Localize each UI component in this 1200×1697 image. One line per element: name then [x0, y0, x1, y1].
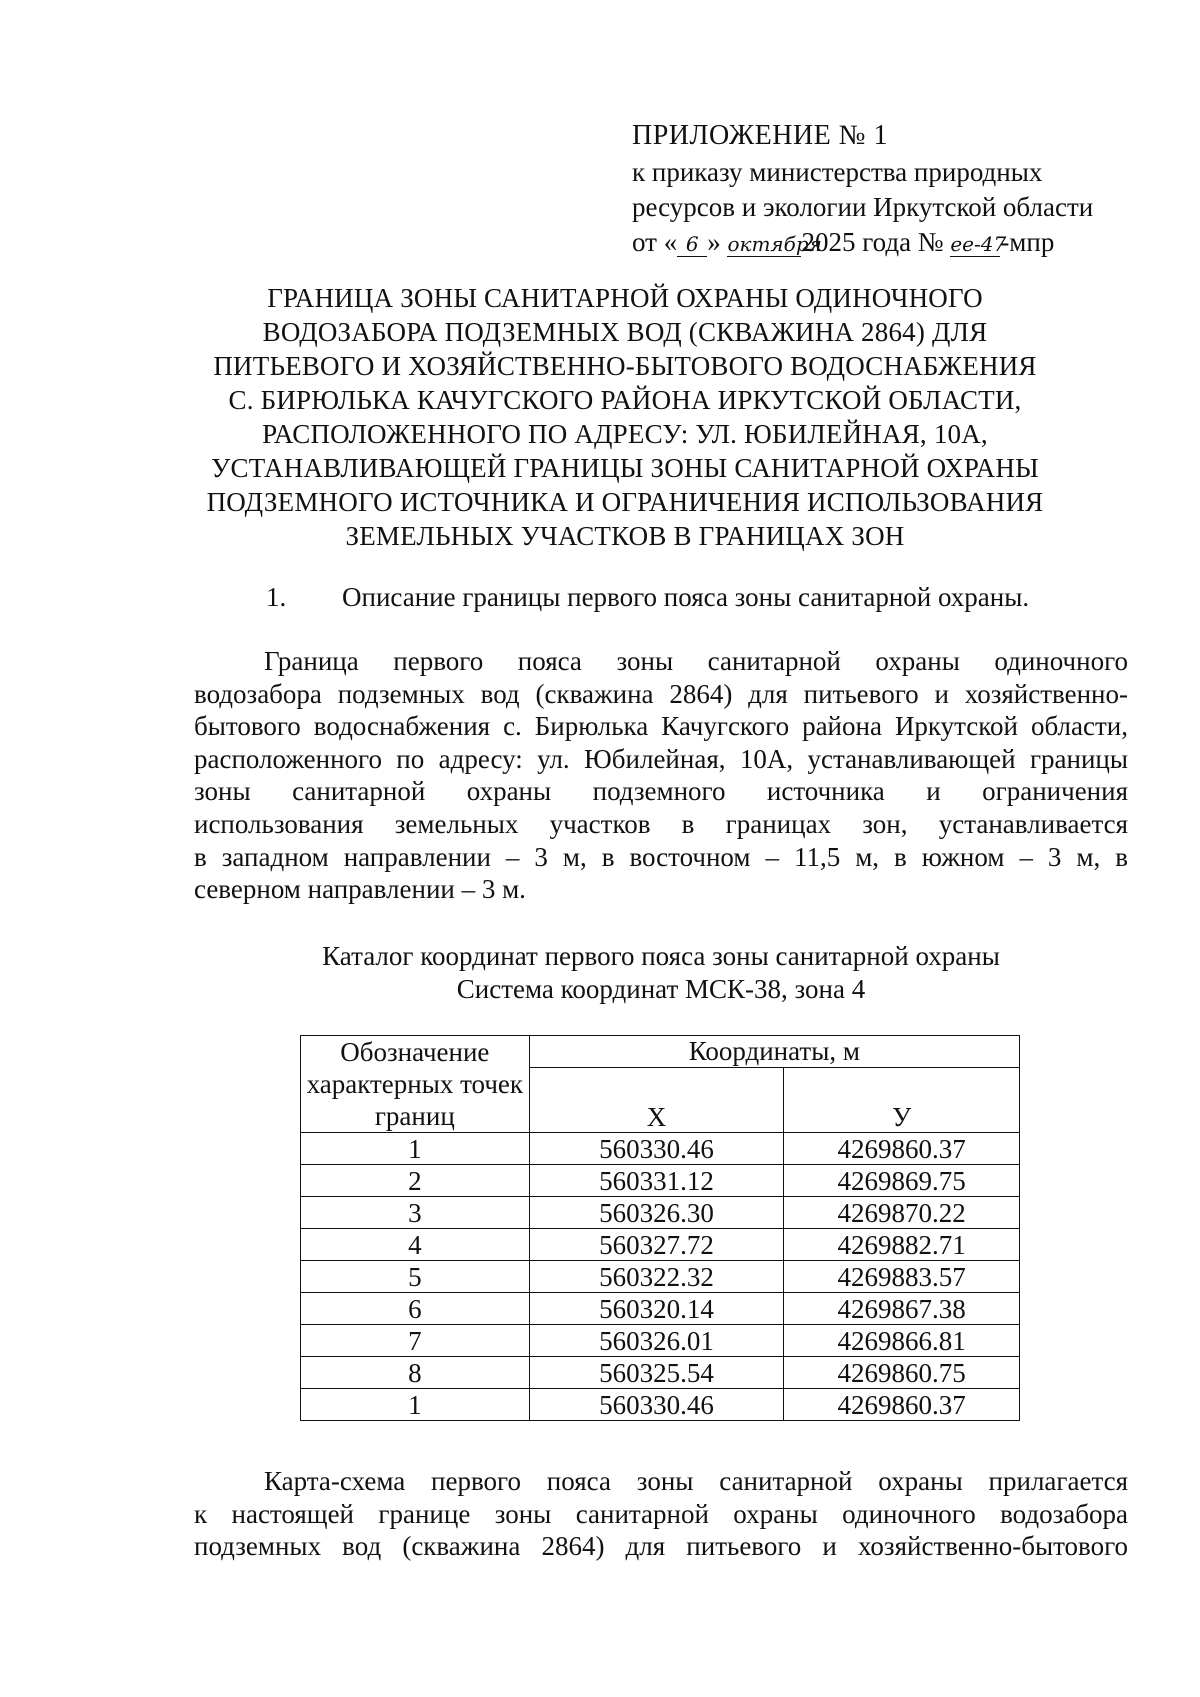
cell-y: 4269883.57 [784, 1261, 1020, 1293]
paragraph-line: водозабора подземных вод (скважина 2864) для питьевого и хозяйственно- [194, 678, 1128, 709]
cell-x: 560322.32 [529, 1261, 784, 1293]
cell-y: 4269867.38 [784, 1293, 1020, 1325]
section-heading [266, 580, 1029, 614]
table-row [301, 1133, 1020, 1165]
title-line: ГРАНИЦА ЗОНЫ САНИТАРНОЙ ОХРАНЫ ОДИНОЧНОГО [267, 283, 983, 313]
cell-point: 5 [301, 1261, 530, 1293]
cell-x: 560330.46 [529, 1133, 784, 1165]
table-row [301, 1229, 1020, 1261]
paragraph-line: бытового водоснабжения с. Бирюлька Качугского района Иркутской области, [194, 711, 1128, 742]
cell-point: 1 [301, 1389, 530, 1421]
date-year: 2025 года № [801, 227, 944, 257]
table-row [301, 1389, 1020, 1421]
cell-y: 4269860.37 [784, 1389, 1020, 1421]
cell-x: 560326.01 [529, 1325, 784, 1357]
section-number: 1. [266, 582, 287, 612]
catalog-caption [194, 940, 1128, 1006]
paragraph-boundary-description [194, 645, 1128, 906]
appendix-note [632, 118, 1152, 260]
header-point: Обозначение характерных точек границ [301, 1036, 530, 1133]
paragraph-line: северном направлении – 3 м. [194, 874, 526, 905]
cell-x: 560331.12 [529, 1165, 784, 1197]
cell-point: 7 [301, 1325, 530, 1357]
cell-y: 4269866.81 [784, 1325, 1020, 1357]
title-line: С. БИРЮЛЬКА КАЧУГСКОГО РАЙОНА ИРКУТСКОЙ ОБЛАСТИ, [228, 385, 1022, 415]
handwritten-day: 6 [677, 232, 707, 257]
appendix-date-line [632, 225, 1152, 260]
table-row [301, 1261, 1020, 1293]
coordinates-table [300, 1035, 1020, 1421]
header-y: У [784, 1067, 1020, 1132]
title-line: ЗЕМЕЛЬНЫХ УЧАСТКОВ В ГРАНИЦАХ ЗОН [345, 521, 905, 551]
appendix-title: ПРИЛОЖЕНИЕ № 1 [632, 120, 888, 151]
cell-y: 4269882.71 [784, 1229, 1020, 1261]
table-row [301, 1357, 1020, 1389]
paragraph-line: Карта-схема первого пояса зоны санитарной охраны прилагается [264, 1466, 1128, 1496]
appendix-line-2: ресурсов и экологии Иркутской области [632, 192, 1094, 222]
paragraph-line: использования земельных участков в границах зон, устанавливается [194, 808, 1128, 839]
cell-point: 6 [301, 1293, 530, 1325]
cell-point: 2 [301, 1165, 530, 1197]
header-coordinates: Координаты, м [529, 1036, 1019, 1068]
cell-point: 4 [301, 1229, 530, 1261]
document-title [190, 281, 1060, 553]
section-heading-text: Описание границы первого пояса зоны санитарной охраны. [342, 582, 1030, 612]
paragraph-line: подземных вод (скважина 2864) для питьевого и хозяйственно-бытового [194, 1531, 1128, 1562]
paragraph-line: зоны санитарной охраны подземного источника и ограничения [194, 776, 1128, 807]
catalog-caption-line-2: Система координат МСК-38, зона 4 [456, 974, 866, 1004]
handwritten-order-number: ее-47 [950, 232, 1007, 256]
date-quote-close: » [707, 227, 721, 257]
cell-x: 560325.54 [529, 1357, 784, 1389]
title-line: РАСПОЛОЖЕННОГО ПО АДРЕСУ: УЛ. ЮБИЛЕЙНАЯ, 10А, [262, 419, 988, 449]
table-row [301, 1197, 1020, 1229]
date-prefix: от « [632, 227, 678, 257]
coordinates-table-body [301, 1133, 1020, 1421]
appendix-line-1: к приказу министерства природных [632, 157, 1043, 187]
paragraph-line: в западном направлении – 3 м, в восточном – 11,5 м, в южном – 3 м, в [194, 841, 1128, 872]
cell-x: 560330.46 [529, 1389, 784, 1421]
header-x: X [529, 1067, 784, 1132]
paragraph-line: к настоящей границе зоны санитарной охраны одиночного водозабора [194, 1498, 1128, 1529]
cell-point: 8 [301, 1357, 530, 1389]
table-row [301, 1165, 1020, 1197]
title-line: ПОДЗЕМНОГО ИСТОЧНИКА И ОГРАНИЧЕНИЯ ИСПОЛЬЗОВАНИЯ [206, 487, 1044, 517]
cell-y: 4269860.37 [784, 1133, 1020, 1165]
cell-point: 3 [301, 1197, 530, 1229]
cell-point: 1 [301, 1133, 530, 1165]
catalog-caption-line-1: Каталог координат первого пояса зоны санитарной охраны [322, 941, 1000, 971]
paragraph-line: Граница первого пояса зоны санитарной охраны одиночного [264, 646, 1128, 676]
cell-y: 4269869.75 [784, 1165, 1020, 1197]
table-row [301, 1293, 1020, 1325]
cell-y: 4269860.75 [784, 1357, 1020, 1389]
paragraph-map-scheme [194, 1465, 1128, 1563]
cell-x: 560327.72 [529, 1229, 784, 1261]
order-suffix: -мпр [1000, 227, 1055, 257]
cell-y: 4269870.22 [784, 1197, 1020, 1229]
table-row [301, 1325, 1020, 1357]
title-line: ПИТЬЕВОГО И ХОЗЯЙСТВЕННО-БЫТОВОГО ВОДОСНАБЖЕНИЯ [213, 351, 1037, 381]
cell-x: 560320.14 [529, 1293, 784, 1325]
paragraph-line: расположенного по адресу: ул. Юбилейная, 10А, устанавливающей границы [194, 743, 1128, 774]
handwritten-month: октября [727, 232, 822, 256]
cell-x: 560326.30 [529, 1197, 784, 1229]
title-line: ВОДОЗАБОРА ПОДЗЕМНЫХ ВОД (СКВАЖИНА 2864) ДЛЯ [262, 317, 988, 347]
title-line: УСТАНАВЛИВАЮЩЕЙ ГРАНИЦЫ ЗОНЫ САНИТАРНОЙ ОХРАНЫ [211, 453, 1039, 483]
